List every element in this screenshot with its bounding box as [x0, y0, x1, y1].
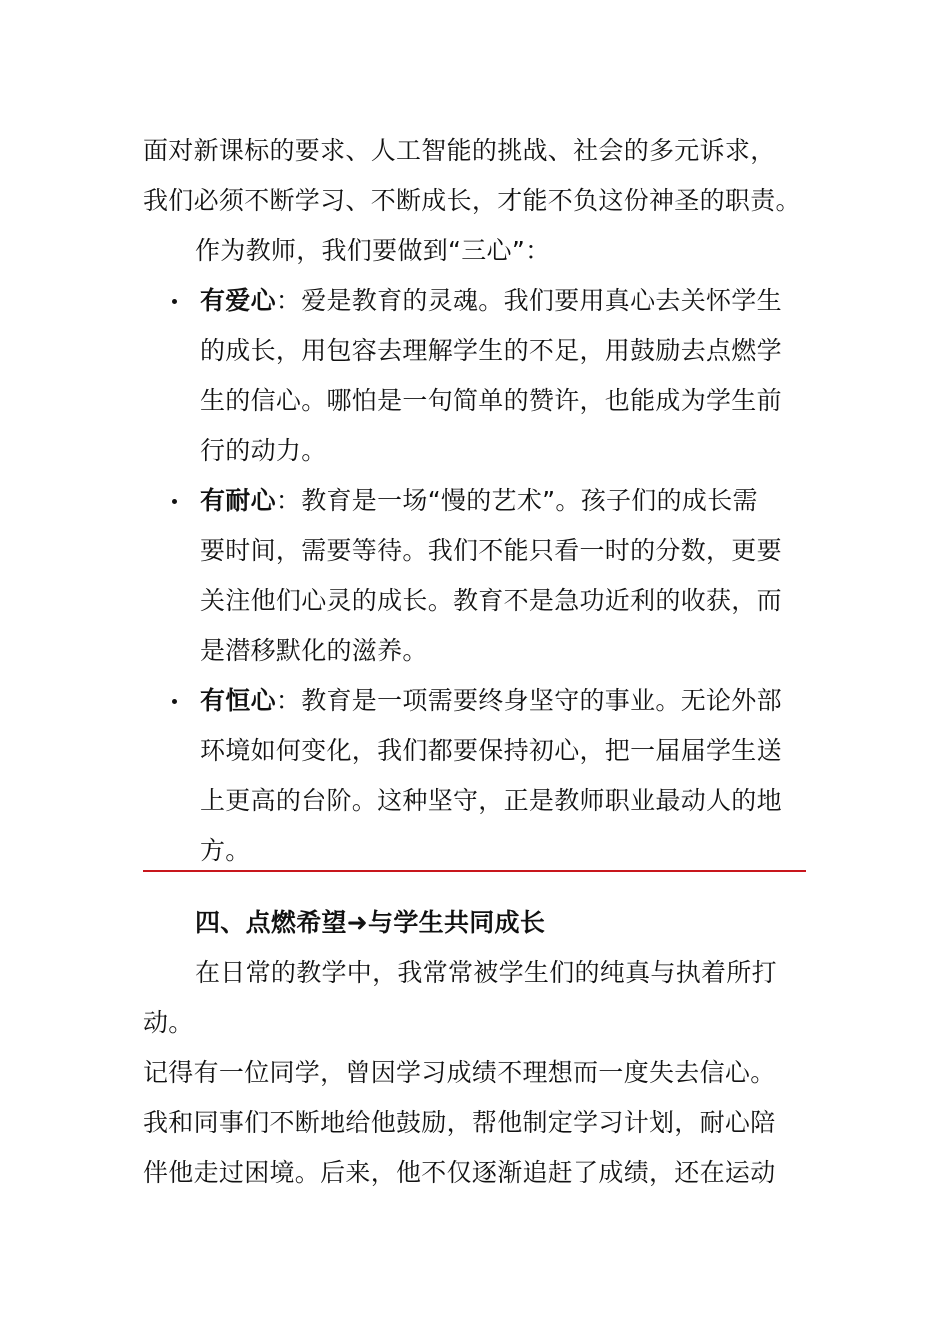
intro-line-2: 我们必须不断学习、不断成长，才能不负这份神圣的职责。	[143, 186, 801, 215]
bullet-1-text: ：爱是教育的灵魂。我们要用真心去关怀学生	[275, 286, 782, 315]
bullet-dot-2	[172, 499, 177, 504]
section-divider	[143, 870, 806, 872]
section-4-p1-line-2: 动。	[143, 1008, 194, 1037]
bullet-1-line-4: 行的动力。	[200, 436, 327, 465]
bullet-1-title: 有爱心	[200, 286, 276, 315]
bullet-3-text: ：教育是一项需要终身坚守的事业。无论外部	[275, 686, 782, 715]
section-4-heading: 四、点燃希望➜与学生共同成长	[195, 908, 546, 937]
bullet-2-text: ：教育是一场“慢的艺术”。孩子们的成长需	[275, 486, 758, 515]
bullet-1-first-line	[200, 284, 782, 318]
section-4-p1-line-1: 在日常的教学中，我常常被学生们的纯真与执着所打	[195, 958, 777, 987]
bullet-2-title: 有耐心	[200, 486, 276, 515]
section-4-p2-line-1: 记得有一位同学，曾因学习成绩不理想而一度失去信心。	[143, 1058, 776, 1087]
bullet-3-title: 有恒心	[200, 686, 276, 715]
bullet-3-line-3: 上更高的台阶。这种坚守，正是教师职业最动人的地	[200, 786, 782, 815]
bullet-3-line-4: 方。	[200, 836, 251, 865]
bullet-2-first-line	[200, 484, 758, 518]
bullet-1-line-2: 的成长，用包容去理解学生的不足，用鼓励去点燃学	[200, 336, 782, 365]
intro-line-1: 面对新课标的要求、人工智能的挑战、社会的多元诉求，	[143, 136, 776, 165]
bullet-3-line-2: 环境如何变化，我们都要保持初心，把一届届学生送	[200, 736, 782, 765]
bullet-2-line-3: 关注他们心灵的成长。教育不是急功近利的收获，而	[200, 586, 782, 615]
bullet-2-line-2: 要时间，需要等待。我们不能只看一时的分数，更要	[200, 536, 782, 565]
section-4-p2-line-3: 伴他走过困境。后来，他不仅逐渐追赶了成绩，还在运动	[143, 1158, 776, 1187]
intro-line-3: 作为教师，我们要做到“三心”：	[195, 236, 551, 265]
bullet-dot-3	[172, 699, 177, 704]
bullet-2-line-4: 是潜移默化的滋养。	[200, 636, 428, 665]
bullet-1-line-3: 生的信心。哪怕是一句简单的赞许，也能成为学生前	[200, 386, 782, 415]
bullet-3-first-line	[200, 684, 782, 718]
section-4-p2-line-2: 我和同事们不断地给他鼓励，帮他制定学习计划，耐心陪	[143, 1108, 776, 1137]
bullet-dot-1	[172, 299, 177, 304]
